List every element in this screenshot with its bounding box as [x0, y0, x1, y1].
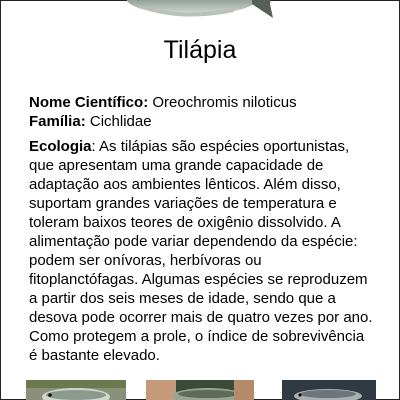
family-value: Cichlidae: [89, 113, 152, 130]
scientific-name-label: Nome Científico: [29, 94, 144, 111]
fish-photo-thumbnail-1: [26, 380, 126, 400]
tilapia-photo: [124, 0, 274, 20]
species-facts: [29, 93, 297, 131]
fish-in-hand-thumbnail: [146, 380, 254, 400]
ecology-label: Ecologia: [29, 138, 92, 155]
family-label: Família: [29, 113, 81, 130]
page-title: Tilápia: [163, 36, 237, 64]
scientific-name-row: Nome Científico: Oreochromis niloticus: [29, 94, 297, 111]
ecology-text: As tilápias são espécies oportunistas, que apresentam uma grande capacidade de adaptação aos ambientes lênticos. Além disso, suportam grandes variações de temperatura e toleram baixos teores de oxigênio dissolvido. A alimentação pode variar dependendo da espécie: podem ser onívoras, herbívoras ou fitoplanctófagas. Algumas espécies se reproduzem a partir dos seis meses de idade, sendo que a desova pode ocorrer mais de quatro vezes por ano. Como protegem a prole, o índice de sobrevivência é bastante elevado.: [29, 138, 373, 364]
fish-underwater-thumbnail: [282, 380, 376, 400]
ecology-paragraph: Ecologia: As tilápias são espécies oportunistas, que apresentam uma grande capacidade de adaptação aos ambientes lênticos. Além disso, suportam grandes variações de temperatura e toleram baixos teores de oxigênio dissolvido. A alimentação pode variar dependendo da espécie: podem ser onívoras, herbívoras ou fitoplanctófagas. Algumas espécies se reproduzem a partir dos seis meses de idade, sendo que a desova pode ocorrer mais de quatro vezes por ano. Como protegem a prole, o índice de sobrevivência é bastante elevado.: [29, 138, 373, 364]
scientific-name-value: Oreochromis niloticus: [152, 94, 297, 111]
family-row: Família: Cichlidae: [29, 113, 152, 130]
